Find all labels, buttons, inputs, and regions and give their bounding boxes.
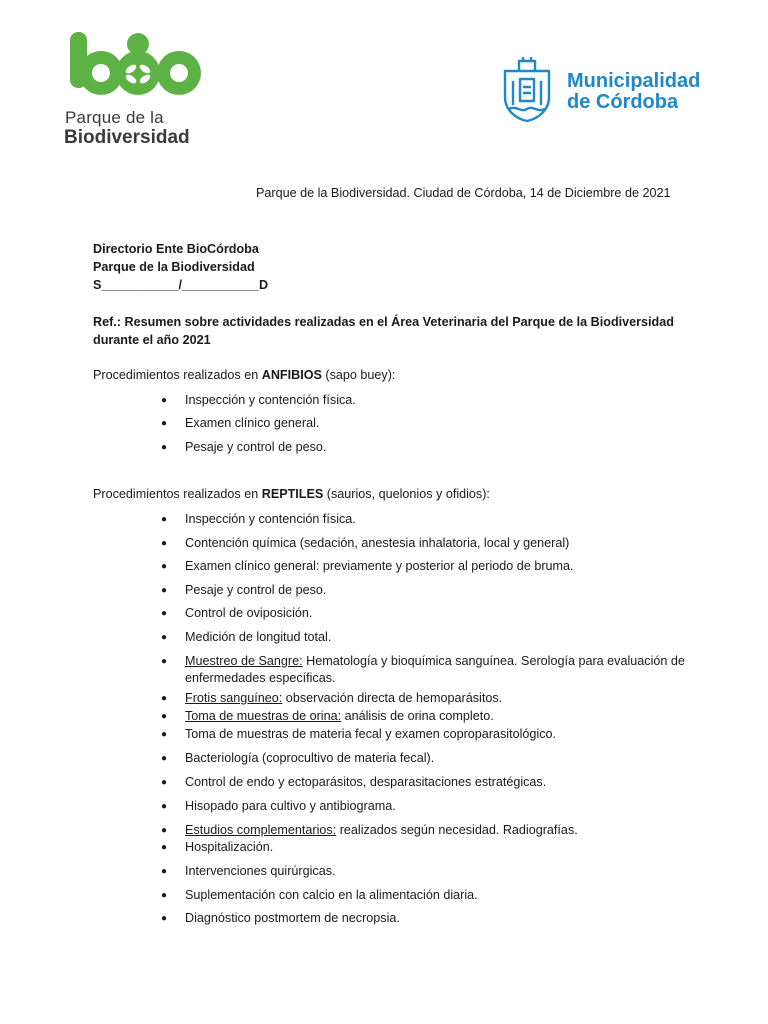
list-item-heading: Estudios complementarios: (185, 823, 337, 837)
bullet-icon: ● (161, 890, 168, 901)
bullet-icon: ● (161, 777, 168, 788)
list-item-text: Toma de muestras de materia fecal y examen coproparasitológico. (185, 727, 556, 741)
list-item-text (185, 653, 685, 687)
bullet-icon: ● (161, 913, 168, 924)
list-item-text: Examen clínico general: previamente y posterior al periodo de bruma. (185, 559, 574, 573)
bullet-icon: ● (161, 561, 168, 572)
bullet-icon: ● (161, 842, 168, 853)
bio-logo (62, 30, 212, 150)
bullet-icon: ● (161, 753, 168, 764)
bullet-icon: ● (161, 514, 168, 525)
section-prefix: Procedimientos realizados en (93, 368, 262, 382)
addressee-block (93, 240, 268, 294)
addressee-line1: Directorio Ente BioCórdoba (93, 242, 259, 256)
bullet-icon: ● (161, 801, 168, 812)
list-item-text: Examen clínico general. (185, 416, 320, 430)
list-item-text: Contención química (sedación, anestesia inhalatoria, local y general) (185, 536, 570, 550)
municipalidad-line1: Municipalidad (567, 70, 701, 92)
bullet-icon: ● (161, 711, 168, 722)
bio-logo-line1: Parque de la (65, 108, 164, 127)
bio-logo-line2: Biodiversidad (64, 127, 190, 148)
bio-wordmark-icon (68, 30, 208, 110)
section-prefix: Procedimientos realizados en (93, 487, 262, 501)
bullet-icon: ● (161, 825, 168, 836)
list-item-text: Intervenciones quirúrgicas. (185, 864, 336, 878)
list-item-heading: Muestreo de Sangre: (185, 654, 303, 668)
list-item-text (185, 822, 685, 839)
section-suffix: (saurios, quelonios y ofidios): (323, 487, 490, 501)
bullet-icon: ● (161, 442, 168, 453)
list-item-detail: análisis de orina completo. (341, 709, 494, 723)
list-item-detail: observación directa de hemoparásitos. (282, 691, 503, 705)
list-item-text (185, 690, 685, 707)
list-item-text (185, 708, 685, 725)
list-item-detail: realizados según necesidad. Radiografías. (336, 823, 578, 837)
municipalidad-logo-text (567, 71, 700, 113)
list-item-text: Pesaje y control de peso. (185, 583, 327, 597)
list-item-text: Control de oviposición. (185, 606, 313, 620)
list-item-text: Bacteriología (coprocultivo de materia fecal). (185, 751, 435, 765)
bullet-icon: ● (161, 395, 168, 406)
city-shield-icon (499, 57, 555, 123)
bullet-icon: ● (161, 585, 168, 596)
list-item-text: Inspección y contención física. (185, 512, 356, 526)
bullet-icon: ● (161, 693, 168, 704)
list-item-text: Medición de longitud total. (185, 630, 332, 644)
list-item-text: Pesaje y control de peso. (185, 440, 327, 454)
section-title-reptiles (93, 487, 490, 501)
date-line: Parque de la Biodiversidad. Ciudad de Córdoba, 14 de Diciembre de 2021 (256, 186, 671, 200)
list-item-text: Inspección y contención física. (185, 393, 356, 407)
section-group: ANFIBIOS (261, 368, 322, 382)
section-suffix: (sapo buey): (321, 368, 396, 382)
reference-line: Ref.: Resumen sobre actividades realizadas en el Área Veterinaria del Parque de la Biodiversidad durante el año 2021 (93, 315, 674, 347)
list-item-text: Diagnóstico postmortem de necropsia. (185, 911, 400, 925)
list-item-text: Control de endo y ectoparásitos, desparasitaciones estratégicas. (185, 775, 547, 789)
list-item-detail: Hematología y bioquímica sanguínea. Serología para evaluación de enfermedades específicas. (185, 654, 685, 685)
list-item-heading: Toma de muestras de orina: (185, 709, 342, 723)
bullet-icon: ● (161, 866, 168, 877)
section-title-anfibios (93, 368, 395, 382)
bullet-icon: ● (161, 729, 168, 740)
municipalidad-logo (499, 55, 729, 125)
addressee-line2: Parque de la Biodiversidad (93, 260, 255, 274)
bullet-icon: ● (161, 608, 168, 619)
list-item-text: Hospitalización. (185, 840, 274, 854)
addressee-line3: S___________/___________D (93, 278, 269, 292)
bullet-icon: ● (161, 656, 168, 667)
bullet-icon: ● (161, 538, 168, 549)
list-item-heading: Frotis sanguíneo: (185, 691, 283, 705)
section-group: REPTILES (261, 487, 324, 501)
bullet-icon: ● (161, 632, 168, 643)
list-item-text: Hisopado para cultivo y antibiograma. (185, 799, 396, 813)
list-item-text: Suplementación con calcio en la alimentación diaria. (185, 888, 478, 902)
bullet-icon: ● (161, 418, 168, 429)
municipalidad-line2: de Córdoba (567, 91, 679, 113)
